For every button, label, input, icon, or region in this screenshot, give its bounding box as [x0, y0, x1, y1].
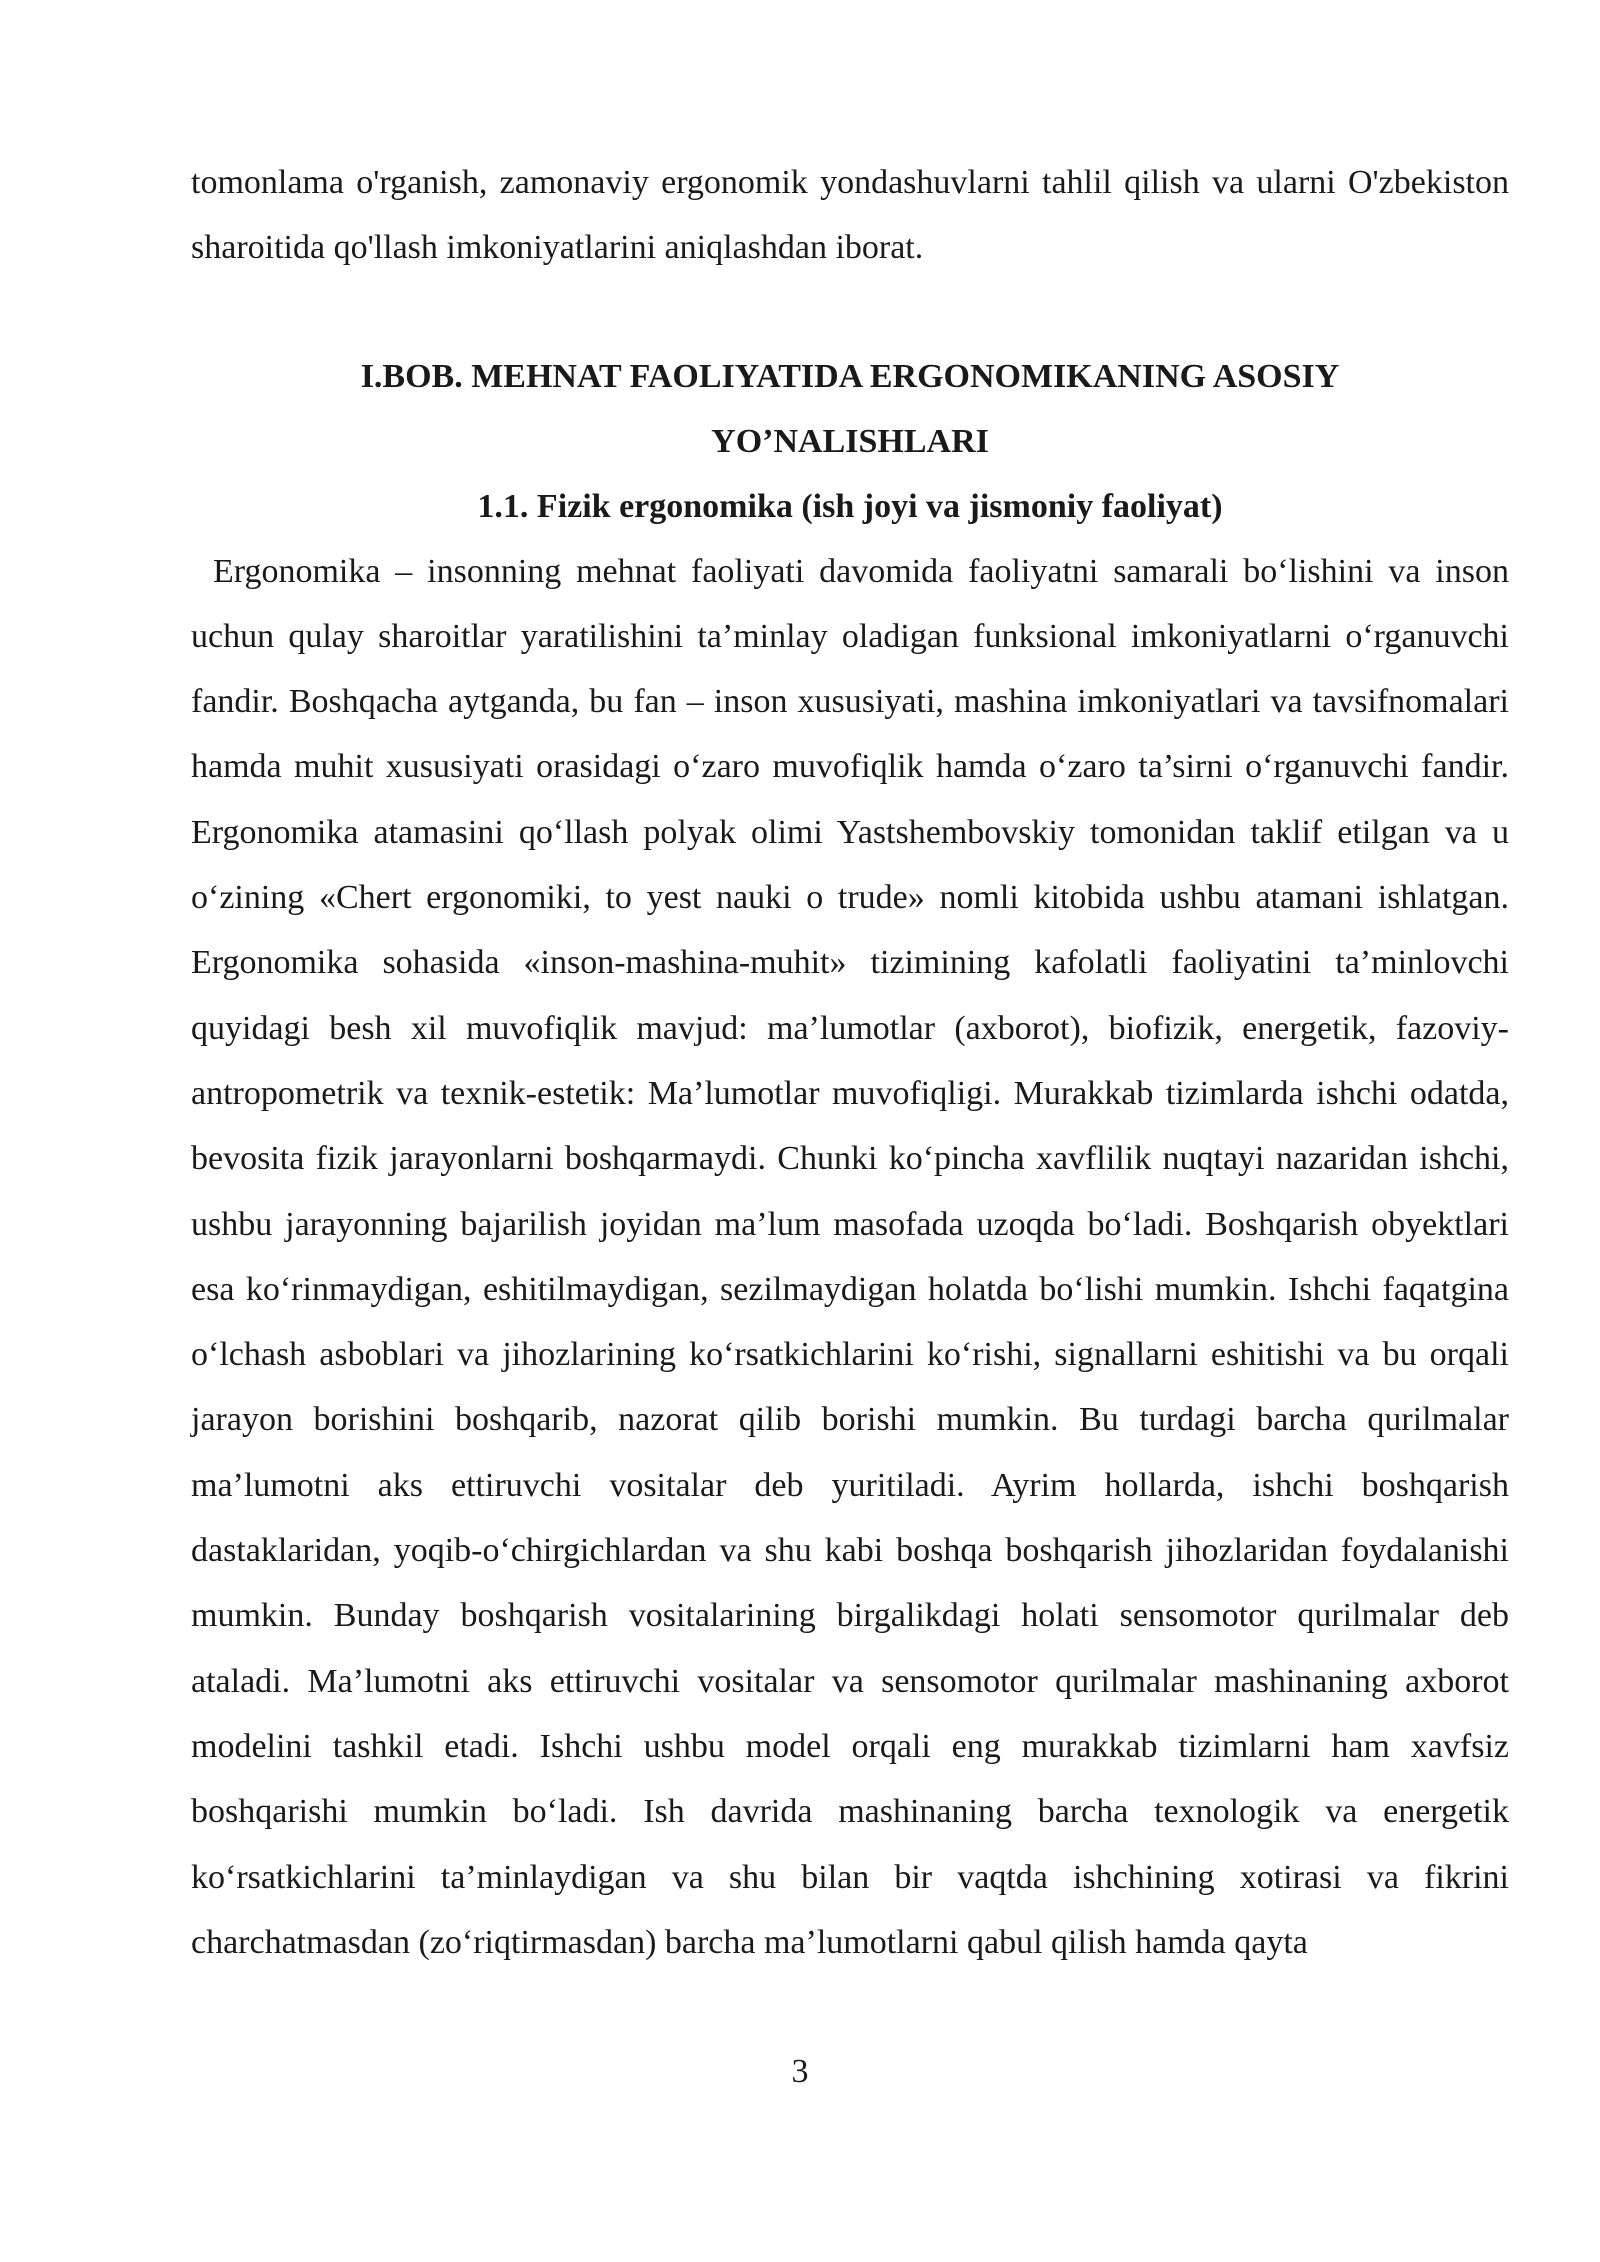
- intro-paragraph: tomonlama o'rganish, zamonaviy ergonomik yondashuvlarni tahlil qilish va ularni O'zbekiston sharoitida qo'llash imkoniyatlarini aniqlashdan iborat.: [191, 164, 1509, 267]
- chapter-heading: [191, 344, 1509, 474]
- chapter-title-line-1: I.BOB. MEHNAT FAOLIYATIDA ERGONOMIKANING ASOSIY: [360, 357, 1340, 395]
- section-title: 1.1. Fizik ergonomika (ish joyi va jismoniy faoliyat): [477, 487, 1223, 525]
- body-paragraph: Ergonomika – insonning mehnat faoliyati davomida faoliyatni samarali boʻlishini va inson uchun qulay sharoitlar yaratilishini ta’minlay oladigan funksional imkoniyatlarni oʻrganuvchi fandir. Boshqacha aytganda, bu fan – inson xususiyati, mashina imkoniyatlari va tavsifnomalari hamda muhit xususiyati orasidagi oʻzaro muvofiqlik hamda oʻzaro ta’sirni oʻrganuvchi fandir. Ergonomika atamasini qoʻllash polyak olimi Yastshembovskiy tomonidan taklif etilgan va u oʻzining «Chert ergonomiki, to yest nauki o trude» nomli kitobida ushbu atamani ishlatgan. Ergonomika sohasida «inson-mashina-muhit» tizimining kafolatli faoliyatini ta’minlovchi quyidagi besh xil muvofiqlik mavjud: ma’lumotlar (axborot), biofizik, energetik, fazoviy- antropometrik va texnik-estetik: Ma’lumotlar muvofiqligi. Murakkab tizimlarda ishchi odatda, bevosita fizik jarayonlarni boshqarmaydi. Chunki koʻpincha xavflilik nuqtayi nazaridan ishchi, ushbu jarayonning bajarilish joyidan ma’lum masofada uzoqda boʻladi. Boshqarish obyektlari esa koʻrinmaydigan, eshitilmaydigan, sezilmaydigan holatda boʻlishi mumkin. Ishchi faqatgina oʻlchash asboblari va jihozlarining koʻrsatkichlarini koʻrishi, signallarni eshitishi va bu orqali jarayon borishini boshqarib, nazorat qilib borishi mumkin. Bu turdagi barcha qurilmalar ma’lumotni aks ettiruvchi vositalar deb yuritiladi. Ayrim hollarda, ishchi boshqarish dastaklaridan, yoqib-oʻchirgichlardan va shu kabi boshqa boshqarish jihozlaridan foydalanishi mumkin. Bunday boshqarish vositalarining birgalikdagi holati sensomotor qurilmalar deb ataladi. Ma’lumotni aks ettiruvchi vositalar va sensomotor qurilmalar mashinaning axborot modelini tashkil etadi. Ishchi ushbu model orqali eng murakkab tizimlarni ham xavfsiz boshqarishi mumkin boʻladi. Ish davrida mashinaning barcha texnologik va energetik koʻrsatkichlarini ta’minlaydigan va shu bilan bir vaqtda ishchining xotirasi va fikrini charchatmasdan (zoʻriqtirmasdan) barcha ma’lumotlarni qabul qilish hamda qayta: [191, 552, 1509, 1961]
- document-page: [191, 150, 1509, 1975]
- page-number: 3: [791, 2053, 809, 2090]
- chapter-title-line-2: YO’NALISHLARI: [711, 422, 989, 460]
